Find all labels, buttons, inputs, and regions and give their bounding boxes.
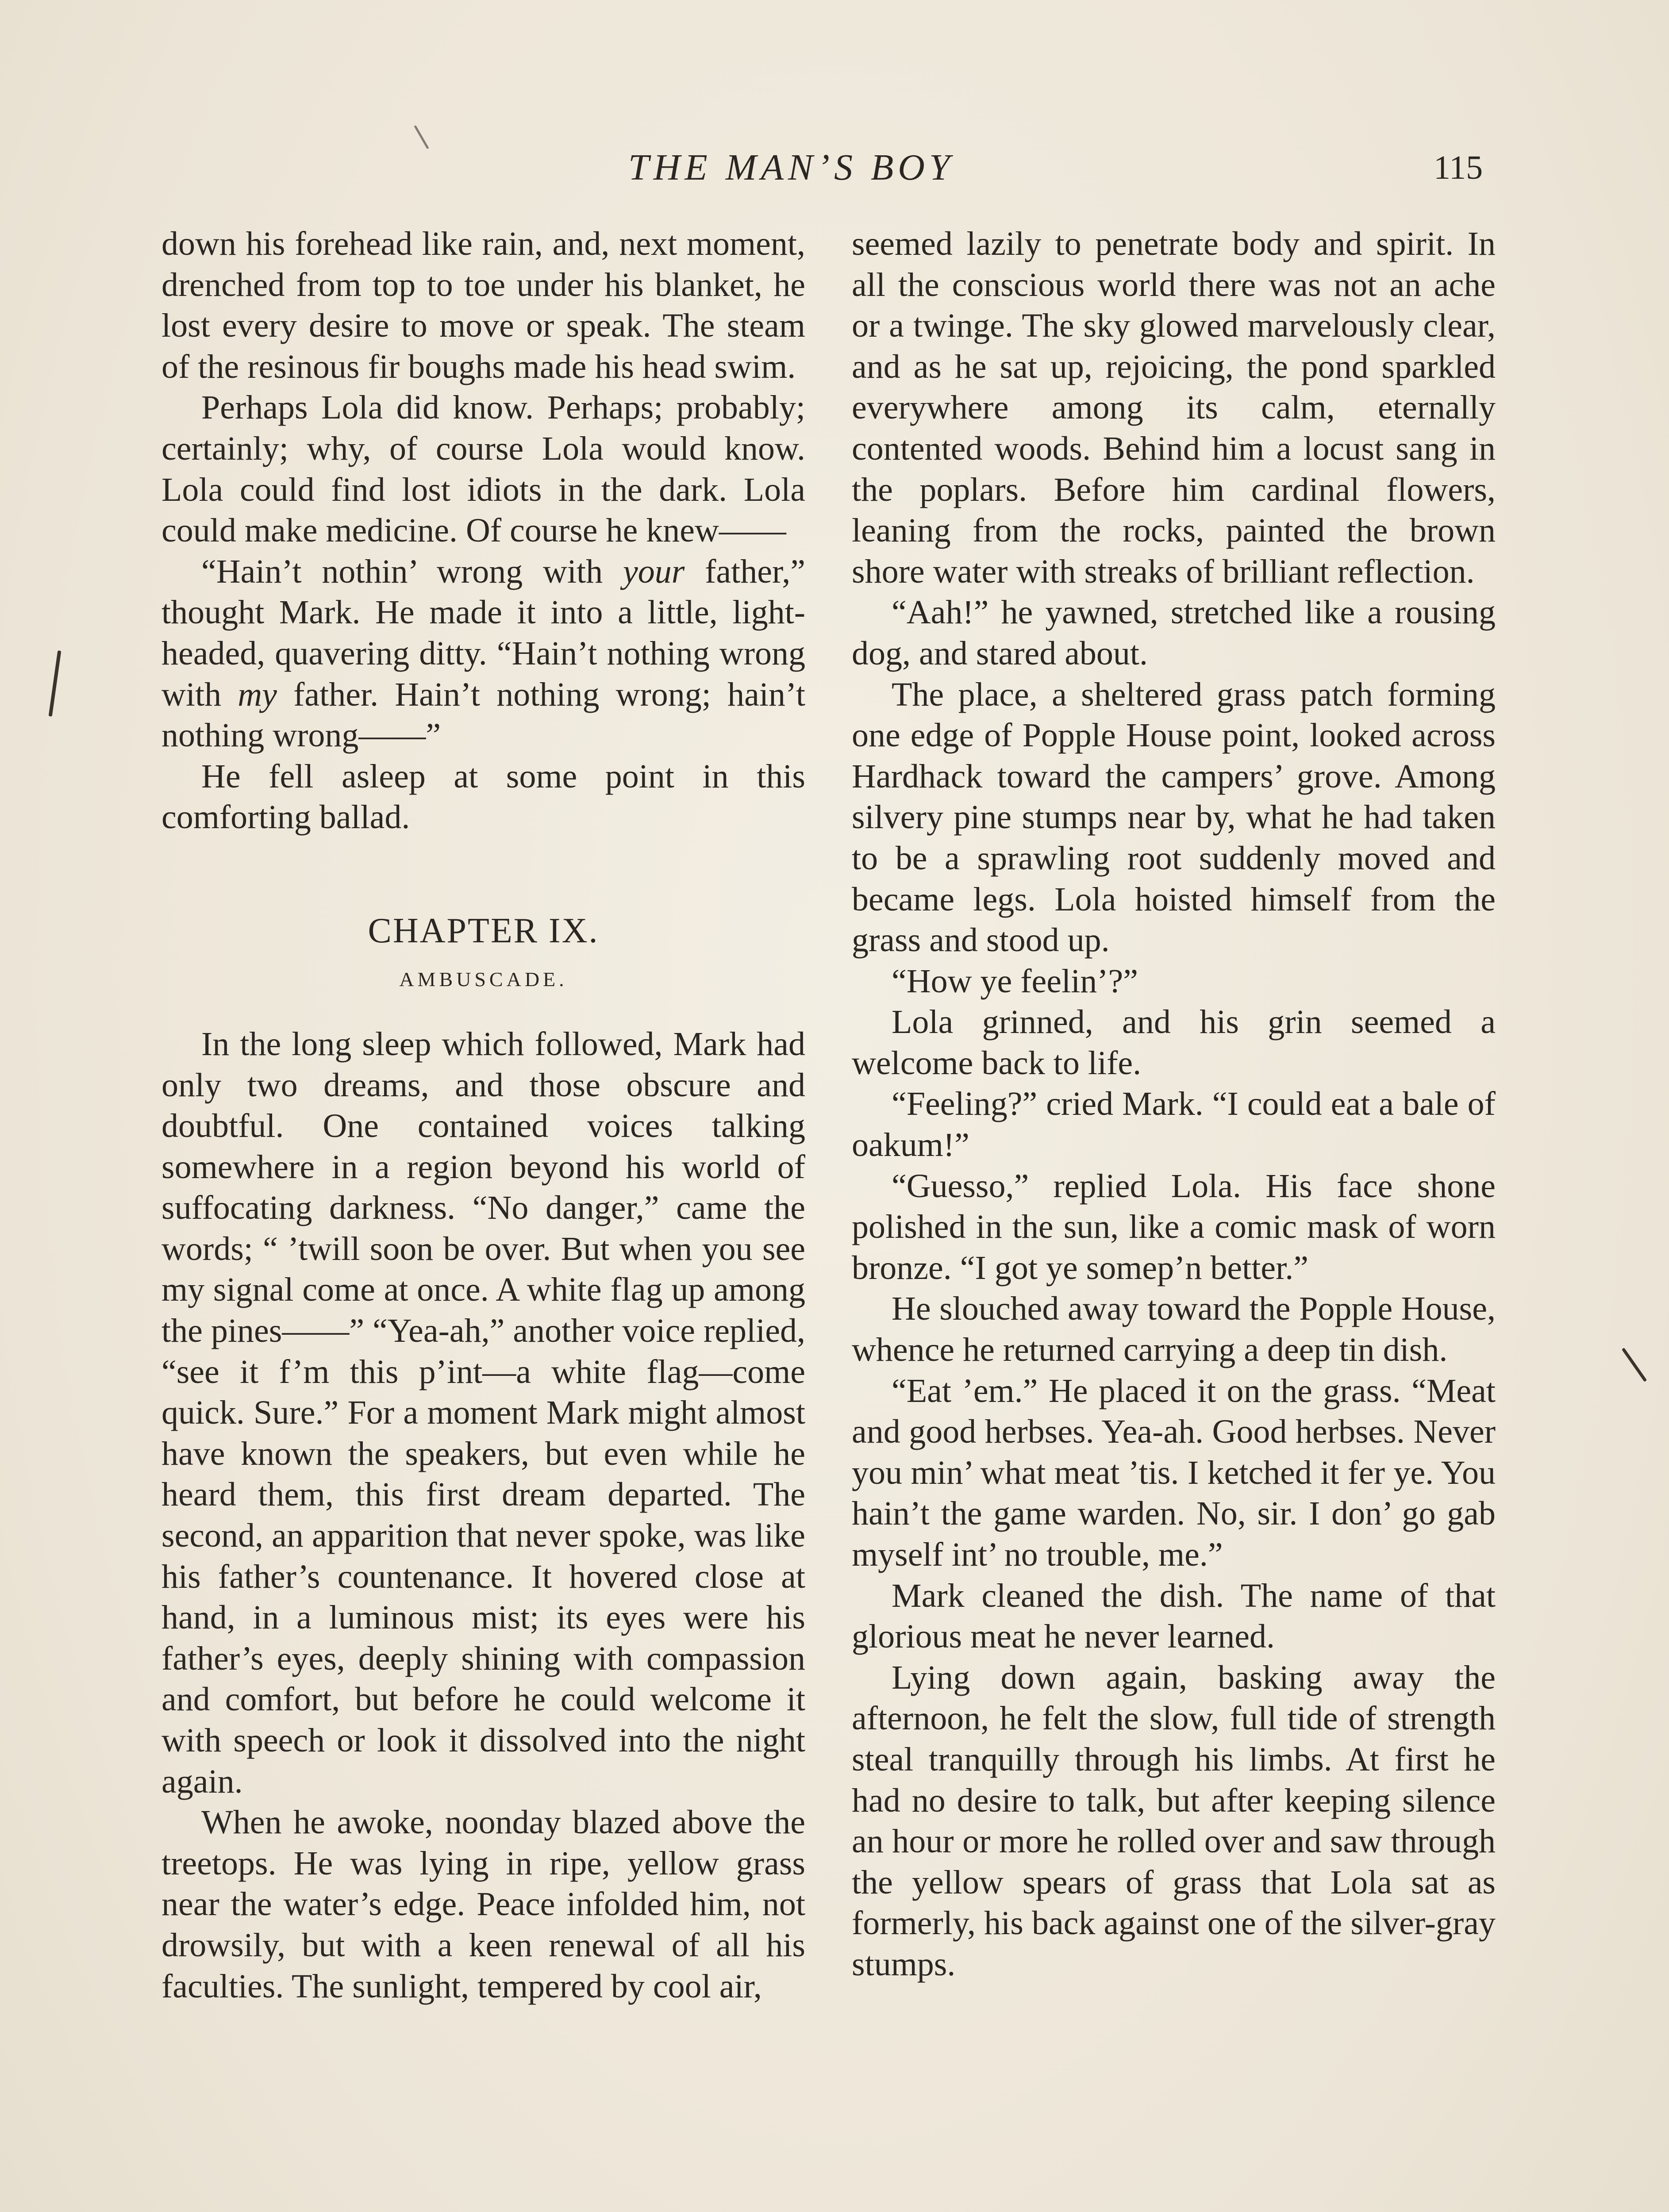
paragraph: Lying down again, basking away the afternoon, he felt the slow, full tide of strength steal tranquilly through his limbs. At first he had no desire to talk, but after keeping silence an hour or more he rolled over and saw through the yellow spears of grass that Lola sat as formerly, his back against one of the silver-gray stumps. [852,1659,1496,1983]
paragraph: down his forehead like rain, and, next moment, drenched from top to toe under his blanket, he lost every desire to move or speak. The steam of the resinous fir boughs made his head swim. [162,225,805,385]
paragraph: Perhaps Lola did know. Perhaps; probably; certainly; why, of course Lola would know. Lola could find lost idiots in the dark. Lola could make medicine. Of course he knew—— [162,389,805,549]
running-head-title: THE MAN’S BOY [628,147,954,188]
margin-mark [1622,1348,1647,1382]
running-head [0,146,1669,199]
paragraph: He fell asleep at some point in this comforting ballad. [162,757,805,836]
page-number: 115 [1434,149,1483,186]
paragraph: Mark cleaned the dish. The name of that glorious meat he never learned. [852,1577,1496,1655]
paragraph: The place, a sheltered grass patch forming one edge of Popple House point, looked across Hardhack toward the campers’ grove. Among silvery pine stumps near by, what he had taken to be a sprawling root suddenly moved and became legs. Lola hoisted himself from the grass and stood up. [852,676,1496,959]
right-column [852,223,1496,1985]
chapter-title: CHAPTER IX. [368,911,599,950]
margin-mark [49,650,62,717]
paragraph: seemed lazily to penetrate body and spirit. In all the conscious world there was not an ache or a twinge. The sky glowed marvelously clear, and as he sat up, rejoicing, the pond sparkled everywhere among its calm, eternally contented woods. Behind him a locust sang in the poplars. Before him cardinal flowers, leaning from the rocks, painted the brown shore water with streaks of brilliant reflection. [852,225,1496,590]
text-run: father,” thought Mark. He made it into a little, light-headed, quavering ditty. “Hain’t nothing wrong with [162,553,805,713]
paragraph: “Guesso,” replied Lola. His face shone polished in the sun, like a comic mask of worn bronze. “I got ye somep’n better.” [852,1167,1496,1286]
left-column [162,223,805,2007]
chapter-subtitle: AMBUSCADE. [399,968,568,991]
paragraph: “Aah!” he yawned, stretched like a rousing dog, and stared about. [852,594,1496,672]
paragraph: “Feeling?” cried Mark. “I could eat a bale of oakum!” [852,1085,1496,1164]
paragraph: “Eat ’em.” He placed it on the grass. “Meat and good herbses. Yea-ah. Good herbses. Never you min’ what meat ’tis. I ketched it fer ye. You hain’t the game warden. No, sir. I don’ go gab myself int’ no trouble, me.” [852,1372,1496,1573]
paragraph: “How ye feelin’?” [892,962,1138,1000]
chapter-heading [162,909,805,993]
paragraph: Lola grinned, and his grin seemed a welcome back to life. [852,1003,1496,1082]
text-run: father. Hain’t nothing wrong; hain’t nothing wrong——” [162,676,805,754]
paragraph: He slouched away toward the Popple House, whence he returned carrying a deep tin dish. [852,1290,1496,1369]
paragraph [162,551,805,756]
paragraph: When he awoke, noonday blazed above the treetops. He was lying in ripe, yellow grass near the water’s edge. Peace infolded him, not drowsily, but with a keen renewal of all his faculties. The sunlight, tempered by cool air, [162,1804,805,2005]
italic-text: my [238,676,277,713]
italic-text: your [623,553,685,590]
paragraph: In the long sleep which followed, Mark had only two dreams, and those obscure and doubtful. One contained voices talking somewhere in a region beyond his world of suffocating darkness. “No danger,” came the words; “ ’twill soon be over. But when you see my signal come at once. A white flag up among the pines——” “Yea-ah,” another voice replied, “see it f’m this p’int—a white flag—come quick. Sure.” For a moment Mark might almost have known the speakers, but even while he heard them, this first dream departed. The second, an apparition that never spoke, was like his father’s countenance. It hovered close at hand, in a luminous mist; its eyes were his father’s eyes, deeply shining with compassion and comfort, but before he could welcome it with speech or look it dissolved into the night again. [162,1025,805,1800]
text-run: “Hain’t nothin’ wrong with [201,553,623,590]
